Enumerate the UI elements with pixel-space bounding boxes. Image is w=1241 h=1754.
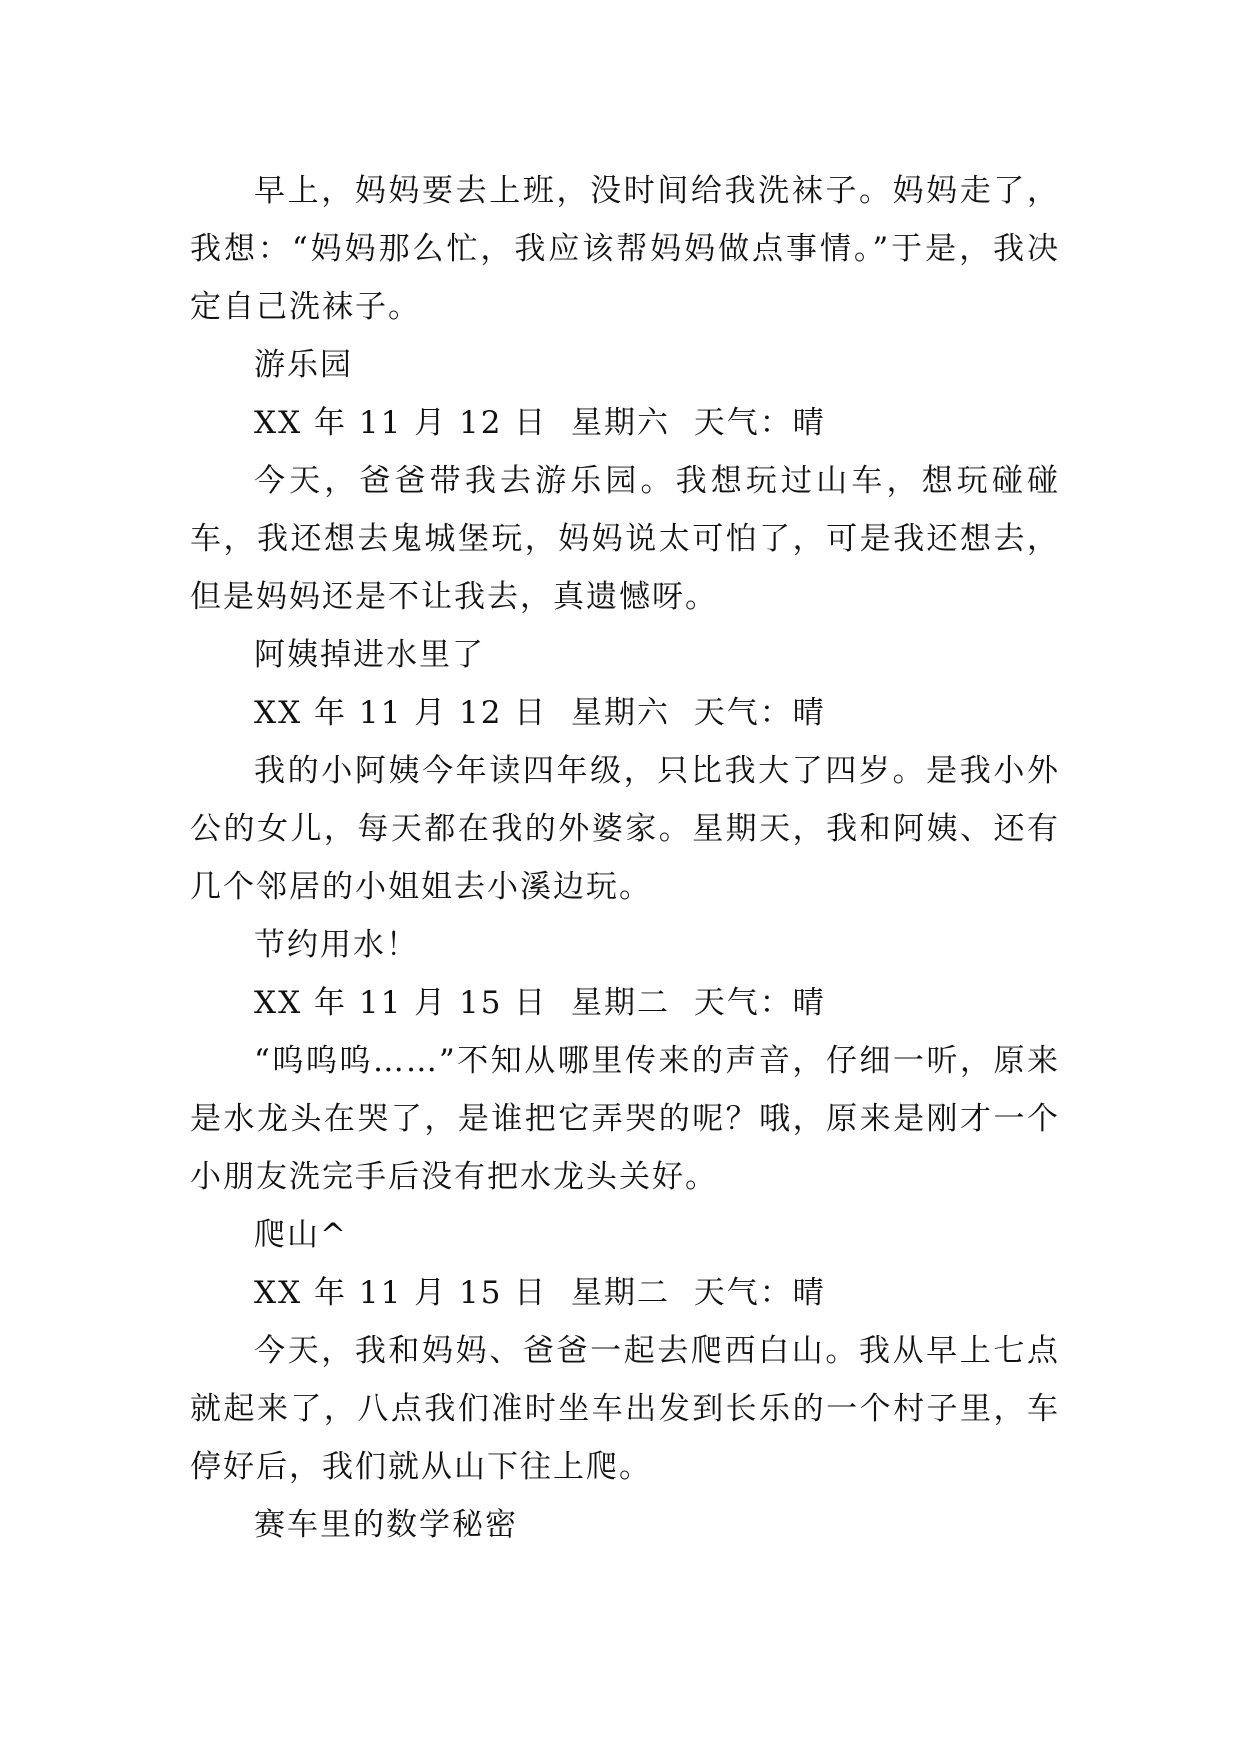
entry-title-amusement-park: 游乐园 <box>254 347 353 383</box>
entry-date-weather: XX 年 11 月 15 日 星期二 天气：晴 <box>254 1275 826 1311</box>
paragraph-wash-socks: 早上，妈妈要去上班，没时间给我洗袜子。妈妈走了，我想：“妈妈那么忙，我应该帮妈妈做点事情。”于是，我决定自己洗袜子。 <box>190 173 1060 325</box>
paragraph-save-water: “呜呜呜……”不知从哪里传来的声音，仔细一听，原来是水龙头在哭了，是谁把它弄哭的呢？哦，原来是刚才一个小朋友洗完手后没有把水龙头关好。 <box>190 1043 1060 1195</box>
entry-title-mountain-climbing: 爬山^ <box>254 1217 348 1253</box>
paragraph-aunt: 我的小阿姨今年读四年级，只比我大了四岁。是我小外公的女儿，每天都在我的外婆家。星期天，我和阿姨、还有几个邻居的小姐姐去小溪边玩。 <box>190 753 1060 905</box>
entry-date-weather: XX 年 11 月 15 日 星期二 天气：晴 <box>254 985 826 1021</box>
document-body <box>190 162 1060 1554</box>
entry-date-weather: XX 年 11 月 12 日 星期六 天气：晴 <box>254 405 826 441</box>
paragraph-amusement-park: 今天，爸爸带我去游乐园。我想玩过山车，想玩碰碰车，我还想去鬼城堡玩，妈妈说太可怕了，可是我还想去，但是妈妈还是不让我去，真遗憾呀。 <box>190 463 1060 615</box>
entry-title-save-water: 节约用水！ <box>254 927 419 963</box>
paragraph-mountain-climbing: 今天，我和妈妈、爸爸一起去爬西白山。我从早上七点就起来了，八点我们准时坐车出发到长乐的一个村子里，车停好后，我们就从山下往上爬。 <box>190 1333 1060 1485</box>
entry-title-racing-math-secret: 赛车里的数学秘密 <box>254 1507 518 1543</box>
entry-date-weather: XX 年 11 月 12 日 星期六 天气：晴 <box>254 695 826 731</box>
entry-title-aunt-fell-in-water: 阿姨掉进水里了 <box>254 637 485 673</box>
